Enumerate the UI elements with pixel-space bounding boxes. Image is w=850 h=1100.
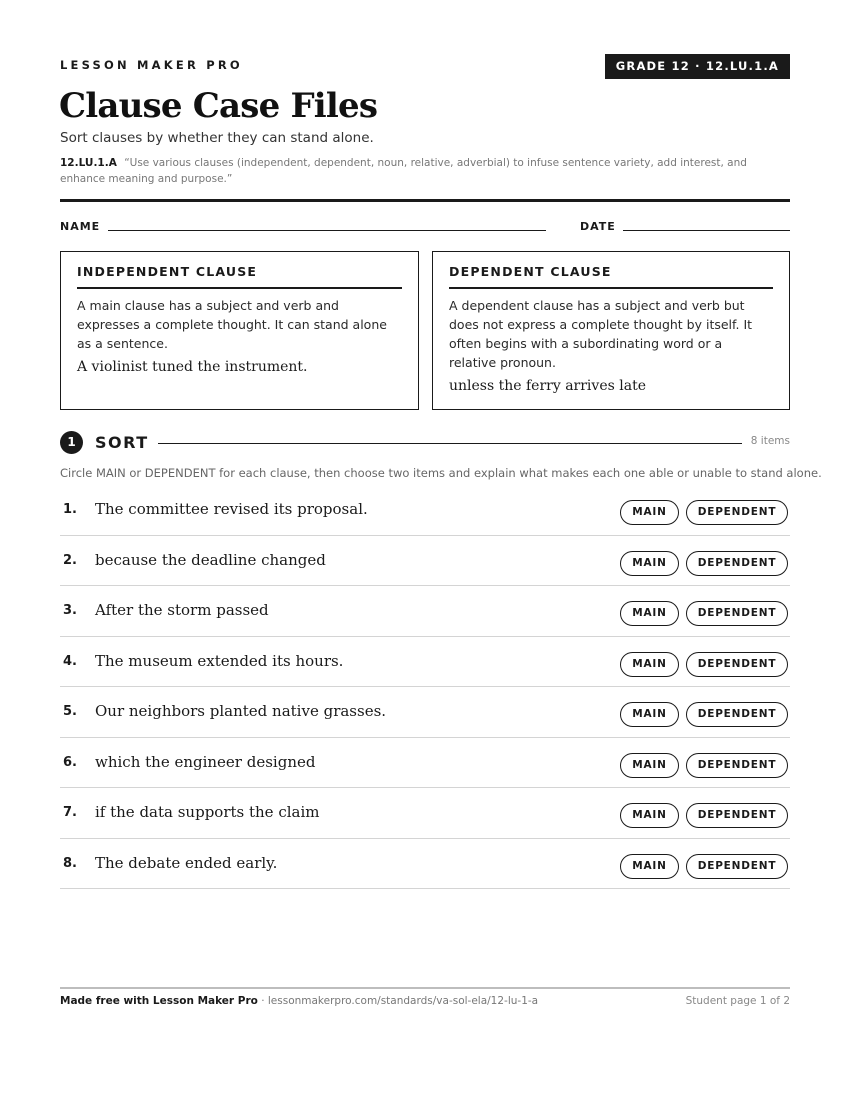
definition-description: A dependent clause has a subject and verb but does not express a complete thought by itself. It often begins with a subordinating word or a relative pronoun. (449, 298, 753, 370)
list-item (60, 536, 790, 587)
footer-credit (60, 995, 538, 1007)
definition-example: unless the ferry arrives late (449, 378, 646, 394)
list-item (60, 485, 790, 536)
date-field[interactable] (623, 230, 790, 231)
main-option[interactable]: MAIN (620, 601, 679, 626)
dependent-option[interactable]: DEPENDENT (686, 702, 788, 727)
grade-badge: GRADE 12 · 12.LU.1.A (605, 54, 790, 79)
section-divider (158, 443, 742, 444)
item-number: 7. (63, 805, 77, 820)
standard-text: “Use various clauses (independent, dependent, noun, relative, adverbial) to infuse sentence variety, add interest, and enhance meaning and purpose.” (60, 157, 747, 185)
list-item (60, 586, 790, 637)
dependent-clause-card (432, 251, 790, 410)
footer-divider (60, 987, 790, 989)
main-option[interactable]: MAIN (620, 702, 679, 727)
worksheet-title: Clause Case Files (59, 86, 378, 126)
item-number: 8. (63, 855, 77, 871)
dependent-option[interactable]: DEPENDENT (686, 551, 788, 576)
clause-text: Our neighbors planted native grasses. (95, 702, 387, 720)
name-field[interactable] (108, 230, 546, 231)
date-label: DATE (580, 220, 616, 233)
standard-code: 12.LU.1.A (60, 157, 117, 169)
clause-text: which the engineer designed (95, 752, 316, 771)
main-option[interactable]: MAIN (620, 500, 679, 525)
item-count: 8 items (750, 435, 790, 447)
item-number: 4. (63, 653, 77, 669)
item-number: 5. (63, 704, 77, 719)
main-option[interactable]: MAIN (620, 854, 679, 879)
item-number: 3. (63, 603, 77, 618)
main-option[interactable]: MAIN (620, 652, 679, 677)
list-item (60, 839, 790, 890)
section-number-badge: 1 (60, 431, 83, 454)
definition-heading: DEPENDENT CLAUSE (449, 264, 773, 289)
dependent-option[interactable]: DEPENDENT (686, 601, 788, 626)
definition-description: A main clause has a subject and verb and expresses a complete thought. It can stand alone as a sentence. (77, 298, 387, 351)
dependent-option[interactable]: DEPENDENT (686, 854, 788, 879)
list-item (60, 637, 790, 688)
worksheet-subtitle: Sort clauses by whether they can stand alone. (60, 130, 374, 146)
dependent-option[interactable]: DEPENDENT (686, 753, 788, 778)
item-number: 1. (63, 502, 77, 517)
page-indicator: Student page 1 of 2 (685, 995, 790, 1007)
independent-clause-card (60, 251, 419, 410)
section-instructions: Circle MAIN or DEPENDENT for each clause, then choose two items and explain what makes each one able or unable to stand alone. (60, 466, 822, 480)
main-option[interactable]: MAIN (620, 551, 679, 576)
dependent-option[interactable]: DEPENDENT (686, 803, 788, 828)
list-item (60, 738, 790, 789)
definition-heading: INDEPENDENT CLAUSE (77, 264, 402, 289)
clause-text: The museum extended its hours. (95, 651, 344, 670)
clause-text: The committee revised its proposal. (95, 500, 368, 518)
list-item (60, 788, 790, 839)
clause-text: After the storm passed (95, 601, 269, 619)
clause-list (60, 485, 790, 889)
item-number: 6. (63, 754, 77, 770)
clause-text: because the deadline changed (95, 550, 326, 569)
clause-text: if the data supports the claim (95, 803, 320, 821)
header-divider (60, 199, 790, 202)
list-item (60, 687, 790, 738)
section-title: SORT (95, 433, 149, 452)
footer-separator: · (257, 995, 268, 1007)
item-number: 2. (63, 552, 77, 568)
brand-name: LESSON MAKER PRO (60, 58, 243, 72)
name-label: NAME (60, 220, 101, 233)
dependent-option[interactable]: DEPENDENT (686, 500, 788, 525)
dependent-option[interactable]: DEPENDENT (686, 652, 788, 677)
main-option[interactable]: MAIN (620, 753, 679, 778)
clause-text: The debate ended early. (95, 853, 278, 872)
footer-url[interactable]: lessonmakerpro.com/standards/va-sol-ela/12-lu-1-a (267, 995, 539, 1007)
main-option[interactable]: MAIN (620, 803, 679, 828)
footer-made-with: Made free with Lesson Maker Pro (60, 995, 258, 1007)
definition-example: A violinist tuned the instrument. (77, 359, 308, 375)
standard-statement (60, 155, 790, 187)
